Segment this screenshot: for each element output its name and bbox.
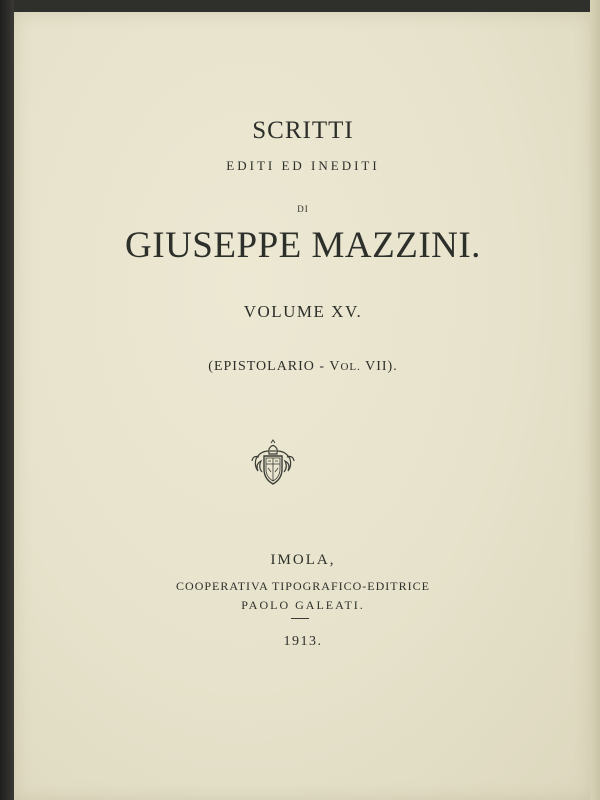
series-vol-initial: V (329, 359, 341, 374)
author-name: GIUSEPPE MAZZINI. (125, 225, 481, 266)
publisher-name: COOPERATIVA TIPOGRAFICO-EDITRICE (176, 579, 430, 593)
series-vol-rest: OL. (340, 361, 361, 373)
printer-name: PAOLO GALEATI. (241, 598, 365, 612)
heraldic-crest-icon (250, 439, 296, 487)
divider-rule (291, 618, 309, 619)
background-left-edge (0, 0, 14, 800)
book-subtitle: EDITI ED INEDITI (226, 158, 380, 173)
series-open: (EPISTOLARIO - (208, 359, 330, 374)
page-right-edge (590, 0, 600, 800)
volume-number: VOLUME XV. (243, 302, 363, 321)
book-title: SCRITTI (252, 117, 354, 144)
title-page (14, 12, 592, 800)
publication-year: 1913. (283, 634, 323, 649)
author-preposition: DI (297, 204, 309, 214)
series-close: VII). (360, 359, 398, 374)
series-line (14, 359, 592, 375)
publication-city: IMOLA, (270, 552, 336, 568)
